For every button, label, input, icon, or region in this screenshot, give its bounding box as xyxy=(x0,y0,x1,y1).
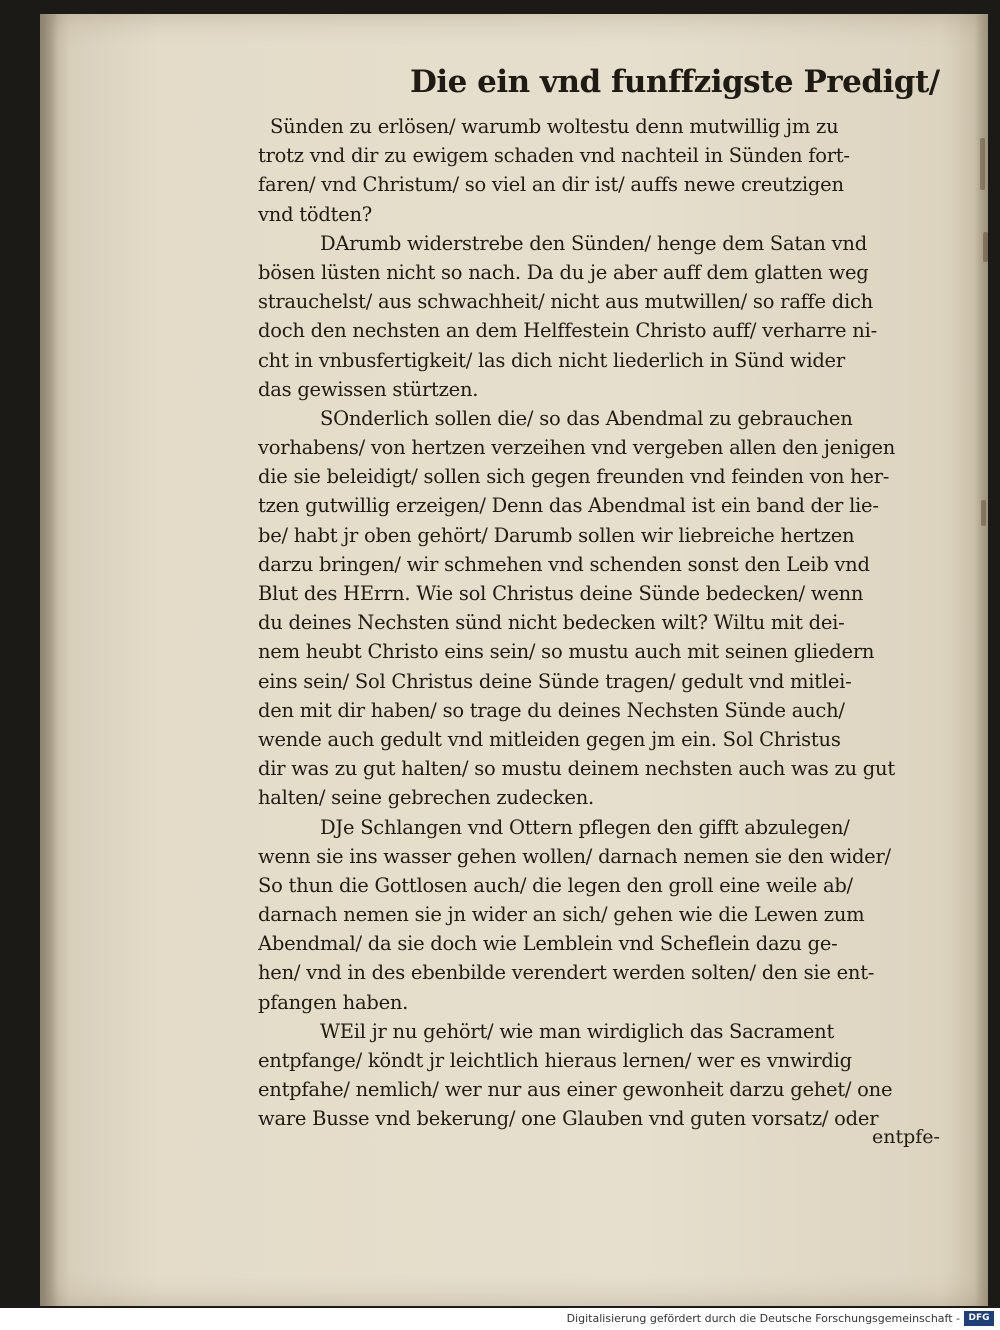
text-line: bösen lüsten nicht so nach. Da du je aber auff dem glatten weg xyxy=(258,260,869,284)
text-line: wenn sie ins wasser gehen wollen/ darnach nemen sie den wider/ xyxy=(258,844,891,868)
text-line: ware Busse vnd bekerung/ one Glauben vnd guten vorsatz/ oder xyxy=(258,1107,879,1131)
text-line: eins sein/ Sol Christus deine Sünde tragen/ gedult vnd mitlei- xyxy=(258,669,852,693)
text-line: dir was zu gut halten/ so mustu deinem nechsten auch was zu gut xyxy=(258,757,895,781)
text-line: das gewissen stürtzen. xyxy=(258,377,479,401)
text-line: entpfahe/ nemlich/ wer nur aus einer gewonheit darzu gehet/ one xyxy=(258,1078,893,1102)
text-line: trotz vnd dir zu ewigem schaden vnd nachteil in Sünden fort- xyxy=(258,144,850,168)
margin-mark xyxy=(980,138,985,190)
text-line: DArumb widerstrebe den Sünden/ henge dem Satan vnd xyxy=(320,231,867,255)
text-line: faren/ vnd Christum/ so viel an dir ist/ auffs newe creutzigen xyxy=(258,173,844,197)
text-line: wende auch gedult vnd mitleiden gegen jm ein. Sol Christus xyxy=(258,727,841,751)
text-line: du deines Nechsten sünd nicht bedecken wilt? Wiltu mit dei- xyxy=(258,611,845,635)
text-line: hen/ vnd in des ebenbilde verendert werden solten/ den sie ent- xyxy=(258,961,875,985)
running-head: Die ein vnd funffzigste Predigt/ xyxy=(410,64,940,100)
text-line: vnd tödten? xyxy=(258,202,372,226)
text-line: vorhabens/ von hertzen verzeihen vnd vergeben allen den jenigen xyxy=(258,436,896,460)
text-line: SOnderlich sollen die/ so das Abendmal zu gebrauchen xyxy=(320,406,853,430)
text-line: Abendmal/ da sie doch wie Lemblein vnd Scheflein dazu ge- xyxy=(258,932,838,956)
text-line: den mit dir haben/ so trage du deines Nechsten Sünde auch/ xyxy=(258,698,845,722)
text-line: be/ habt jr oben gehört/ Darumb sollen wir liebreiche hertzen xyxy=(258,523,855,547)
page-edge-shadow xyxy=(975,14,988,1306)
text-line: tzen gutwillig erzeigen/ Denn das Abendmal ist ein band der lie- xyxy=(258,494,879,518)
text-line: die sie beleidigt/ sollen sich gegen freunden vnd feinden von her- xyxy=(258,465,890,489)
footer xyxy=(0,1308,1000,1330)
catchword: entpfe- xyxy=(872,1126,940,1148)
text-line: pfangen haben. xyxy=(258,990,409,1014)
margin-mark xyxy=(981,500,986,526)
body-text xyxy=(258,112,970,1134)
text-line: So thun die Gottlosen auch/ die legen den groll eine weile ab/ xyxy=(258,873,853,897)
text-line: DJe Schlangen vnd Ottern pflegen den gifft abzulegen/ xyxy=(320,815,850,839)
dfg-logo: DFG xyxy=(964,1311,994,1326)
text-line: WEil jr nu gehört/ wie man wirdiglich das Sacrament xyxy=(320,1019,835,1043)
text-line: darnach nemen sie jn wider an sich/ gehen wie die Lewen zum xyxy=(258,903,865,927)
margin-mark xyxy=(983,232,988,262)
text-line: halten/ seine gebrechen zudecken. xyxy=(258,786,594,810)
text-line: strauchelst/ aus schwachheit/ nicht aus mutwillen/ so raffe dich xyxy=(258,290,873,314)
text-line: darzu bringen/ wir schmehen vnd schenden sonst den Leib vnd xyxy=(258,552,870,576)
text-line: doch den nechsten an dem Helffestein Christo auff/ verharre ni- xyxy=(258,319,877,343)
text-line: cht in vnbusfertigkeit/ las dich nicht liederlich in Sünd wider xyxy=(258,348,845,372)
text-line: Sünden zu erlösen/ warumb woltestu denn mutwillig jm zu xyxy=(270,115,839,138)
text-line: Blut des HErrn. Wie sol Christus deine Sünde bedecken/ wenn xyxy=(258,582,864,605)
text-line: entpfange/ köndt jr leichtlich hieraus lernen/ wer es vnwirdig xyxy=(258,1049,852,1072)
digitization-credit: Digitalisierung gefördert durch die Deutsche Forschungsgemeinschaft - xyxy=(566,1312,960,1325)
text-line: nem heubt Christo eins sein/ so mustu auch mit seinen gliedern xyxy=(258,640,875,664)
page-gutter-shadow xyxy=(40,14,58,1306)
